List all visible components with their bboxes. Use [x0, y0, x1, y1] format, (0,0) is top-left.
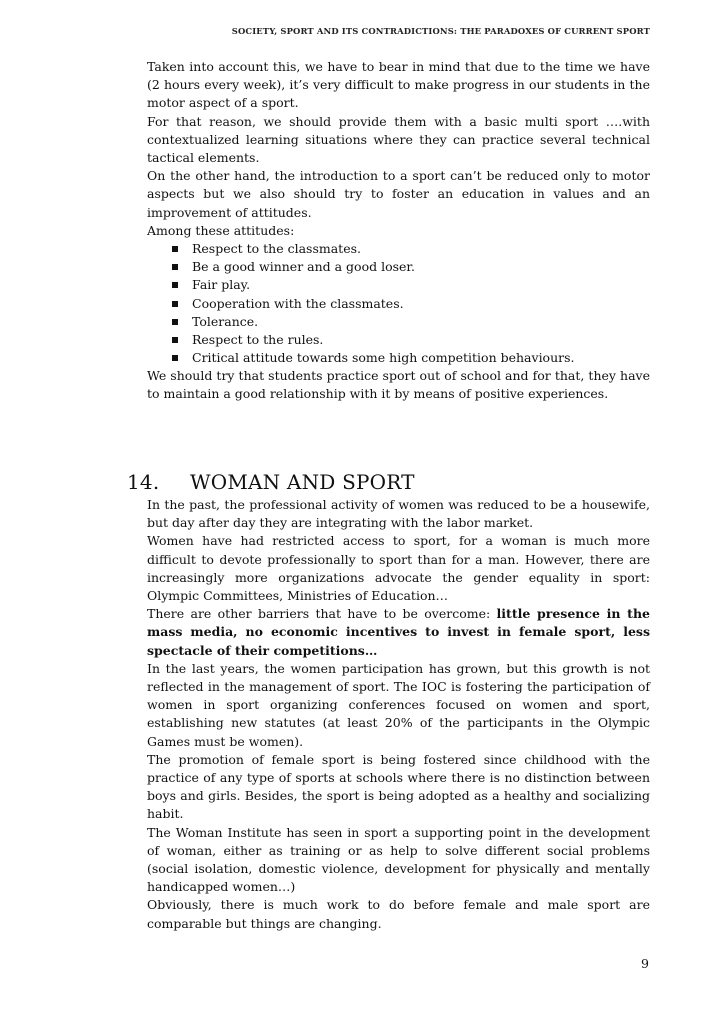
barriers-intro: There are other barriers that have to be overcome: [147, 606, 497, 622]
list-item: Critical attitude towards some high competition behaviours. [167, 349, 650, 367]
list-item: Respect to the rules. [167, 331, 650, 349]
paragraph: Among these attitudes: [147, 222, 295, 238]
list-item: Cooperation with the classmates. [167, 295, 650, 313]
paragraph: We should try that students practice sport out of school and for that, they have to maintain a good relationship with it by means of positive experiences. [147, 368, 650, 402]
paragraph: The promotion of female sport is being fostered since childhood with the practice of any type of sports at schools where there is no distinction between boys and girls. Besides, the sport is being adopted as a healthy and socializing habit. [147, 751, 650, 822]
paragraph: In the last years, the women participation has grown, but this growth is not reflected in the management of sport. The IOC is fostering the participation of women in sport organizing conferences focused on women and sport, establishing new statutes (at least 20% of the participants in the Olympic Games must be women). [147, 660, 650, 749]
barriers-paragraph [147, 605, 650, 660]
paragraph: Taken into account this, we have to bear in mind that due to the time we have (2 hours every week), it’s very difficult to make progress in our students in the motor aspect of a sport. [147, 59, 650, 111]
running-header: SOCIETY, SPORT AND ITS CONTRADICTIONS: THE PARADOXES OF CURRENT SPORT [231, 26, 650, 36]
section-title: WOMAN AND SPORT [190, 469, 415, 494]
list-item: Tolerance. [167, 313, 650, 331]
paragraph: Obviously, there is much work to do before female and male sport are comparable but things are changing. [147, 897, 650, 931]
section-number: 14. [127, 469, 160, 494]
paragraph: For that reason, we should provide them with a basic multi sport ….with contextualized learning situations where they can practice several technical tactical elements. [147, 113, 650, 166]
barriers-emphasis: little presence in the mass media, no economic incentives to invest in female sport, less spectacle of their competitions… [147, 606, 650, 658]
attitudes-list [147, 240, 650, 367]
paragraph: On the other hand, the introduction to a sport can’t be reduced only to motor aspects but we also should try to foster an education in values and an improvement of attitudes. [147, 168, 650, 220]
section-heading [127, 469, 415, 495]
section-outside-school [147, 367, 650, 403]
paragraph: Women have had restricted access to sport, for a woman is much more difficult to devote professionally to sport than for a man. However, there are increasingly more organizations advocate the gender equality in sport: Olympic Committees, Ministries of Education… [147, 533, 650, 604]
list-item: Be a good winner and a good loser. [167, 258, 650, 276]
list-item: Fair play. [167, 276, 650, 294]
list-item: Respect to the classmates. [167, 240, 650, 258]
section-woman-and-sport [147, 496, 650, 933]
page-number: 9 [641, 956, 649, 971]
paragraph: The Woman Institute has seen in sport a supporting point in the development of woman, either as training or as help to solve different social problems (social isolation, domestic violence, development for physically and mentally handicapped women…) [147, 824, 650, 895]
paragraph: In the past, the professional activity of women was reduced to be a housewife, but day after day they are integrating with the labor market. [147, 497, 650, 531]
section-intro [147, 58, 650, 367]
